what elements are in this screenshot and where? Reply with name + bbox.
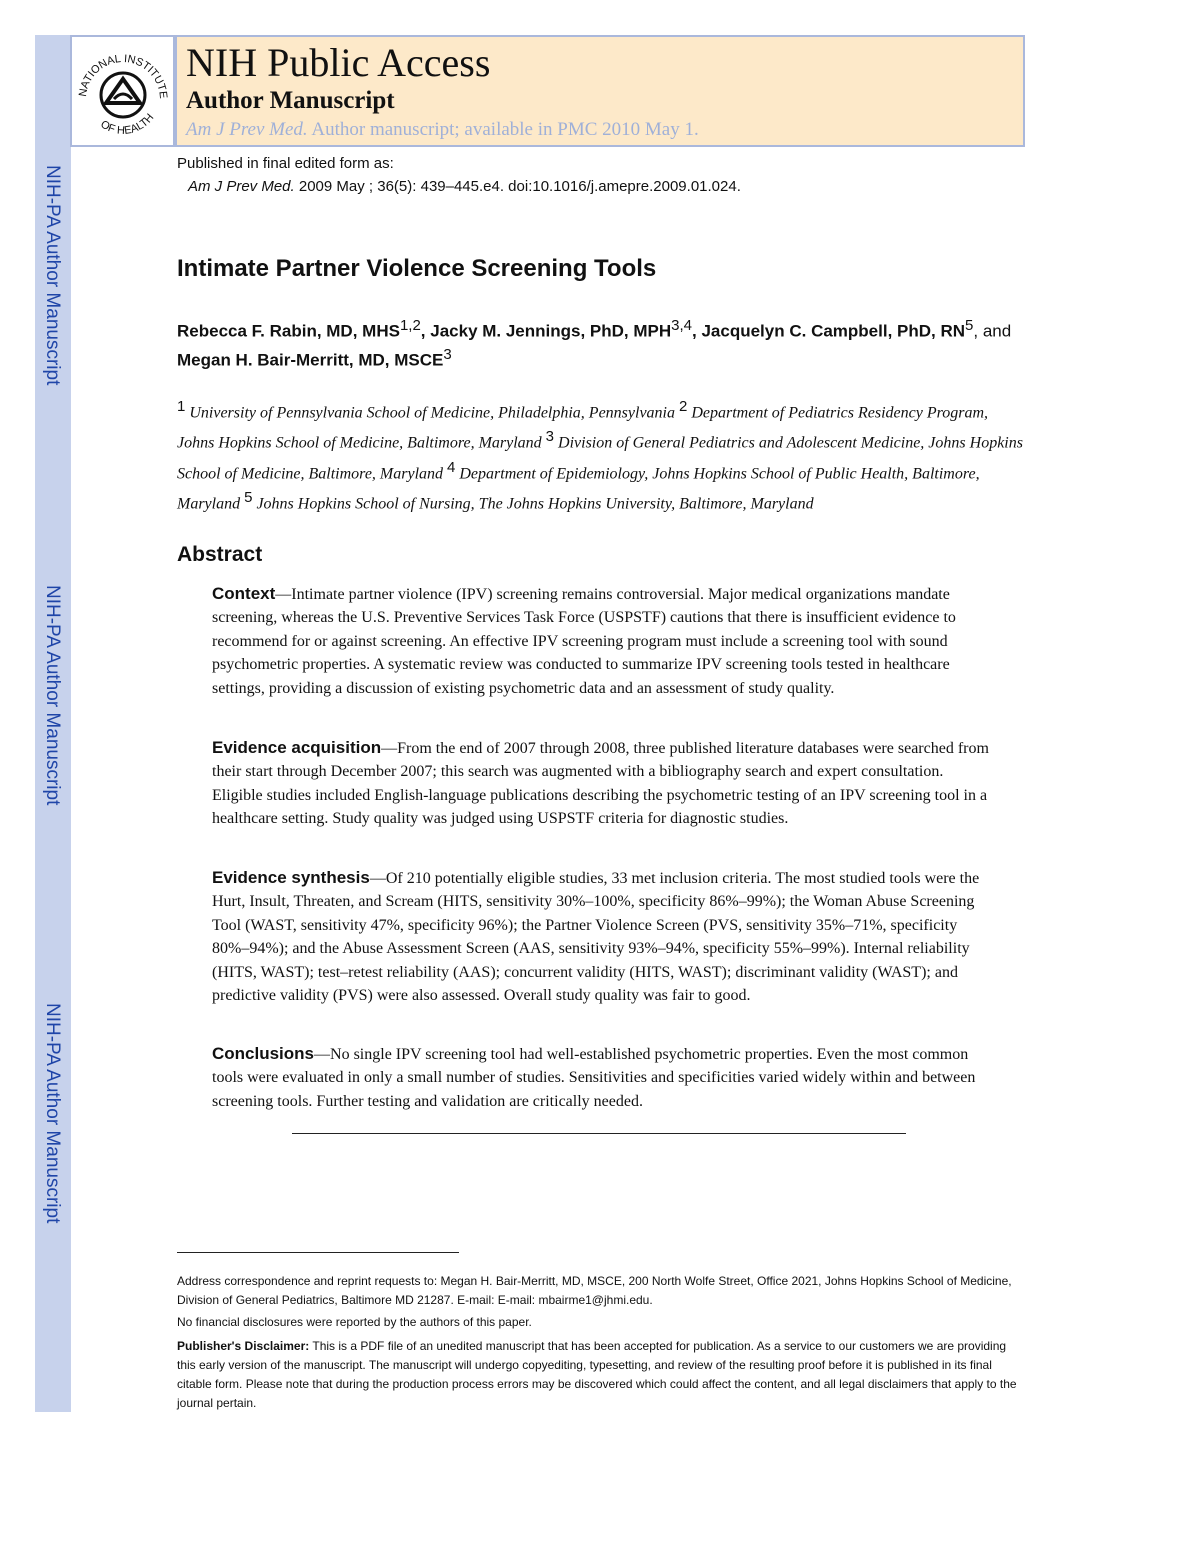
- footnote-disclaimer: [177, 1337, 1027, 1413]
- author-name: Jacky M. Jennings, PhD, MPH: [430, 321, 672, 341]
- disclaimer-label: Publisher's Disclaimer:: [177, 1339, 310, 1353]
- header-availability-text: Author manuscript; available in PMC 2010 May 1.: [307, 119, 699, 140]
- footnote-disclosures: No financial disclosures were reported by the authors of this paper.: [177, 1315, 532, 1329]
- abstract-end-rule: [292, 1133, 906, 1134]
- publication-journal: Am J Prev Med.: [188, 178, 295, 195]
- author-affiliation-sup: 3,4: [671, 317, 693, 334]
- affiliation-sup: 5: [244, 488, 253, 506]
- evidence-acquisition-heading: Evidence acquisition: [212, 738, 382, 757]
- affiliation-text: University of Pennsylvania School of Medicine, Philadelphia, Pennsylvania: [185, 404, 679, 422]
- footnote-rule: [177, 1252, 459, 1253]
- abstract-conclusions: [212, 1042, 992, 1113]
- affiliation-text: Department of Epidemiology, Johns Hopkins School of Public Health, Baltimore, Maryland: [177, 464, 980, 513]
- evidence-synthesis-text: —Of 210 potentially eligible studies, 33 met inclusion criteria. The most studied tools were the Hurt, Insult, Threaten, and Scream (HITS, sensitivity 30%–100%, specificity 86%–99%); the Woman Abuse Screening Tool (WAST, sensitivity 47%, specificity 96%); the Partner Violence Screen (PVS, sensitivity 35%–71%, specificity 80%–94%); and the Abuse Assessment Screen (AAS, sensitivity 93%–94%, specificity 55%–99%). Internal reliability (HITS, WAST); test–retest reliability (AAS); concurrent validity (HITS, WAST); discriminant validity (WAST); and predictive validity (PVS) were also assessed. Overall study quality was fair to good.: [212, 870, 980, 1005]
- context-text: —Intimate partner violence (IPV) screening remains controversial. Major medical organizations mandate screening, whereas the U.S. Preventive Services Task Force (USPSTF) cautions that there is insufficient evidence to recommend for or against screening. An effective IPV screening program must include a screening tool with sound psychometric properties. A systematic review was conducted to summarize IPV screening tools tested in healthcare settings, providing a discussion of existing psychometric data and an assessment of study quality.: [212, 586, 956, 697]
- author-affiliation-sup: 1,2: [399, 317, 421, 334]
- conclusions-heading: Conclusions: [212, 1044, 315, 1063]
- affiliation-sup: 4: [447, 458, 456, 476]
- author-separator: , and: [973, 321, 1012, 341]
- author-list: [177, 314, 1037, 371]
- context-heading: Context: [212, 584, 276, 603]
- affiliation-text: Division of General Pediatrics and Adolescent Medicine, Johns Hopkins School of Medicine, Baltimore, Maryland: [177, 434, 1023, 482]
- abstract-heading: Abstract: [177, 543, 263, 566]
- footnote-correspondence: Address correspondence and reprint requests to: Megan H. Bair-Merritt, MD, MSCE, 200 North Wolfe Street, Office 2021, Johns Hopkins School of Medicine, Division of General Pediatrics, Baltimore MD 21287. E-mail: E-mail: mbairme1@jhmi.edu.: [177, 1274, 1012, 1307]
- publication-label: Published in final edited form as:: [177, 155, 394, 172]
- author-name: Rebecca F. Rabin, MD, MHS: [177, 321, 400, 341]
- disclaimer-text: This is a PDF file of an unedited manuscript that has been accepted for publication. As a service to our customers we are providing this early version of the manuscript. The manuscript will undergo copyediting, typesetting, and review of the resulting proof before it is published in its final citable form. Please note that during the production process errors may be discovered which could affect the content, and all legal disclaimers that apply to the journal pertain.: [177, 1339, 1017, 1410]
- author-name: Megan H. Bair-Merritt, MD, MSCE: [177, 350, 444, 370]
- sidebar-label-text: NIH-PA Author Manuscript: [42, 165, 63, 386]
- affiliations: [177, 395, 1027, 516]
- sidebar-label-text: NIH-PA Author Manuscript: [42, 585, 63, 806]
- author-affiliation-sup: 5: [965, 317, 974, 334]
- header-journal: Am J Prev Med.: [186, 119, 308, 140]
- publication-info: [177, 152, 741, 198]
- affiliation-sup: 3: [545, 428, 555, 446]
- article-title: Intimate Partner Violence Screening Tools: [177, 255, 657, 282]
- publication-citation: [177, 175, 741, 198]
- evidence-acquisition-text: —From the end of 2007 through 2008, three published literature databases were searched from their start through December 2007; this search was augmented with a bibliography search and expert consultation. Eligible studies included English-language publications describing the psychometric testing of an IPV screening tool in a healthcare setting. Study quality was judged using USPSTF criteria for diagnostic studies.: [212, 740, 989, 828]
- conclusions-text: —No single IPV screening tool had well-established psychometric properties. Even the most common tools were evaluated in only a small number of studies. Sensitivities and specificities varied widely within and between screening tools. Further testing and validation are critically needed.: [212, 1046, 976, 1110]
- affiliation-text: Johns Hopkins School of Nursing, The Johns Hopkins University, Baltimore, Maryland: [252, 495, 814, 513]
- header-title: NIH Public Access: [186, 40, 491, 85]
- header-banner: [175, 35, 1025, 147]
- evidence-synthesis-heading: Evidence synthesis: [212, 868, 370, 887]
- author-affiliation-sup: 3: [443, 345, 452, 363]
- logo-arc-top: NATIONAL INSTITUTE: [76, 52, 170, 100]
- author-separator: ,: [692, 321, 702, 341]
- abstract-evidence-acquisition: [212, 736, 992, 831]
- affiliation-sup: 2: [679, 398, 688, 415]
- header-subtitle: Author Manuscript: [186, 87, 395, 114]
- sidebar-label-text: NIH-PA Author Manuscript: [42, 1003, 63, 1224]
- nih-logo: [70, 35, 175, 147]
- abstract-context: [212, 582, 992, 700]
- affiliation-sup: 1: [177, 398, 186, 415]
- header-availability: [186, 119, 699, 141]
- author-separator: ,: [420, 321, 431, 341]
- logo-arc-bottom: OF HEALTH: [98, 111, 157, 137]
- author-name: Jacquelyn C. Campbell, PhD, RN: [701, 321, 966, 341]
- nih-seal-icon: [72, 37, 173, 145]
- affiliation-text: Department of Pediatrics Residency Program, Johns Hopkins School of Medicine, Baltimore, Maryland: [177, 404, 989, 452]
- publication-citation-text: 2009 May ; 36(5): 439–445.e4. doi:10.1016/j.amepre.2009.01.024.: [294, 178, 741, 195]
- abstract-evidence-synthesis: [212, 866, 992, 1007]
